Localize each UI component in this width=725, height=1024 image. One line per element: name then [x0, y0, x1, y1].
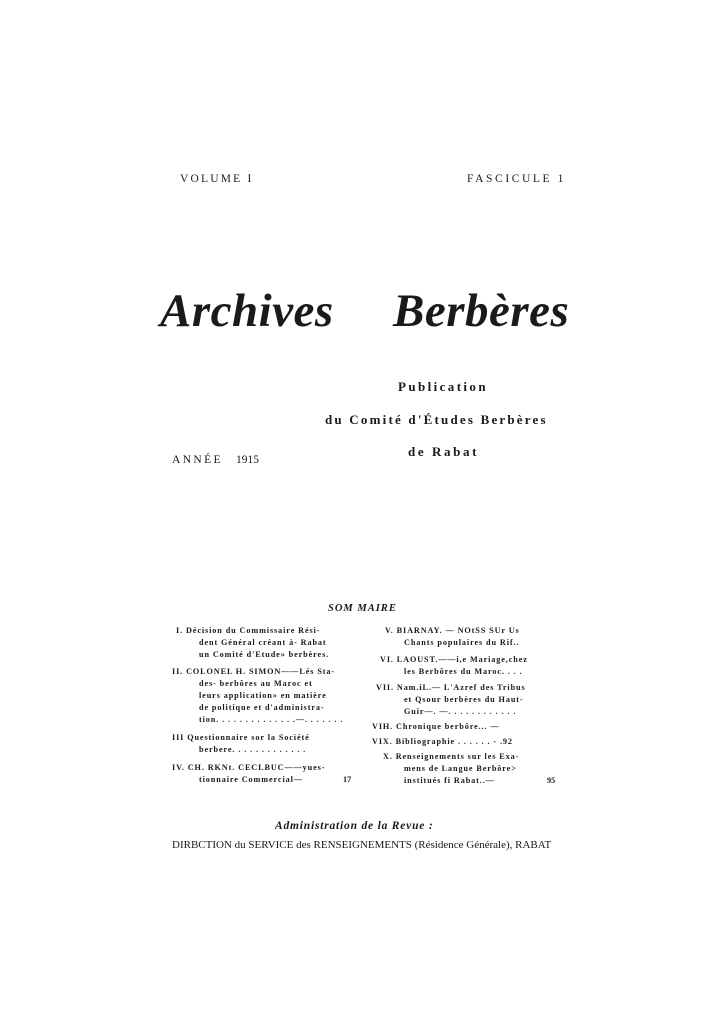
toc-right-line: Guir—. —. . . . . . . . . . . . — [404, 707, 517, 716]
toc-right-line: VIX. Bibliographie . . . . . . - .92 — [372, 737, 513, 746]
toc-left-line: de politique et d'administra- — [199, 703, 325, 712]
toc-right-line: VII. Nam.iL.— L'Azref des Tribus — [376, 683, 526, 692]
volume-label: VOLUME I — [180, 173, 254, 185]
toc-left-line: II. COLONEL H. SIMON——Lés Sta- — [172, 667, 336, 676]
toc-right-line: V. BIARNAY. — NOtSS SUr Us — [385, 626, 520, 635]
publication-line-3: de Rabat — [408, 444, 479, 459]
toc-right-line: VI. LAOUST.——i,e Mariage,chez — [380, 655, 528, 664]
toc-left-line: tionnaire Commercial— — [199, 775, 303, 784]
administration-heading: Administration de la Revue : — [275, 820, 434, 832]
annee-label: ANNÉE — [172, 454, 223, 466]
toc-right-line: mens de Langue Berbôre> — [404, 764, 517, 773]
publication-line-2: du Comité d'Études Berbères — [325, 412, 548, 427]
toc-right-line: les Berbôres du Maroc. . . . — [404, 667, 523, 676]
title-archives: Archives — [160, 285, 334, 337]
toc-right-line: VIH. Chronique berbôre... — — [372, 722, 500, 731]
toc-left-line: I. Décision du Commissaire Rési- — [176, 626, 321, 635]
annee-value: 1915 — [236, 454, 259, 466]
toc-right-line: Chants populaires du Rif.. — [404, 638, 520, 647]
toc-right-line: institués fi Rabat..— — [404, 776, 495, 785]
title-berberes: Berbères — [393, 285, 570, 337]
fascicule-label: FASCICULE 1 — [467, 173, 566, 185]
toc-left-line: un Comité d'Etude» berbères. — [199, 650, 330, 659]
toc-left-line: IV. CH. RKNt. CECLBUC——yues- — [172, 763, 326, 772]
toc-left-line: tion. . . . . . . . . . . . . .—. . . . . . . — [199, 715, 344, 724]
toc-left-page-number: 17 — [343, 775, 352, 784]
toc-left-line: leurs application» en matière — [199, 691, 327, 700]
toc-right-line: X. Renseignements sur les Exa- — [383, 752, 520, 761]
toc-left-line: III Questionnaire sor la Société — [172, 733, 310, 742]
toc-left-line: des- berbôres au Maroc et — [199, 679, 313, 688]
toc-right-page-number: 95 — [547, 776, 556, 785]
direction-line: DIRBCTION du SERVICE des RENSEIGNEMENTS (Résidence Générale), RABAT — [172, 839, 552, 851]
toc-left-line: dent Général créant à- Rabat — [199, 638, 327, 647]
sommaire-heading: SOM MAIRE — [328, 603, 397, 614]
toc-left-line: berbere. . . . . . . . . . . . . — [199, 745, 307, 754]
publication-line-1: Publication — [398, 379, 488, 394]
toc-right-line: et Qsour berbères du Haut- — [404, 695, 524, 704]
